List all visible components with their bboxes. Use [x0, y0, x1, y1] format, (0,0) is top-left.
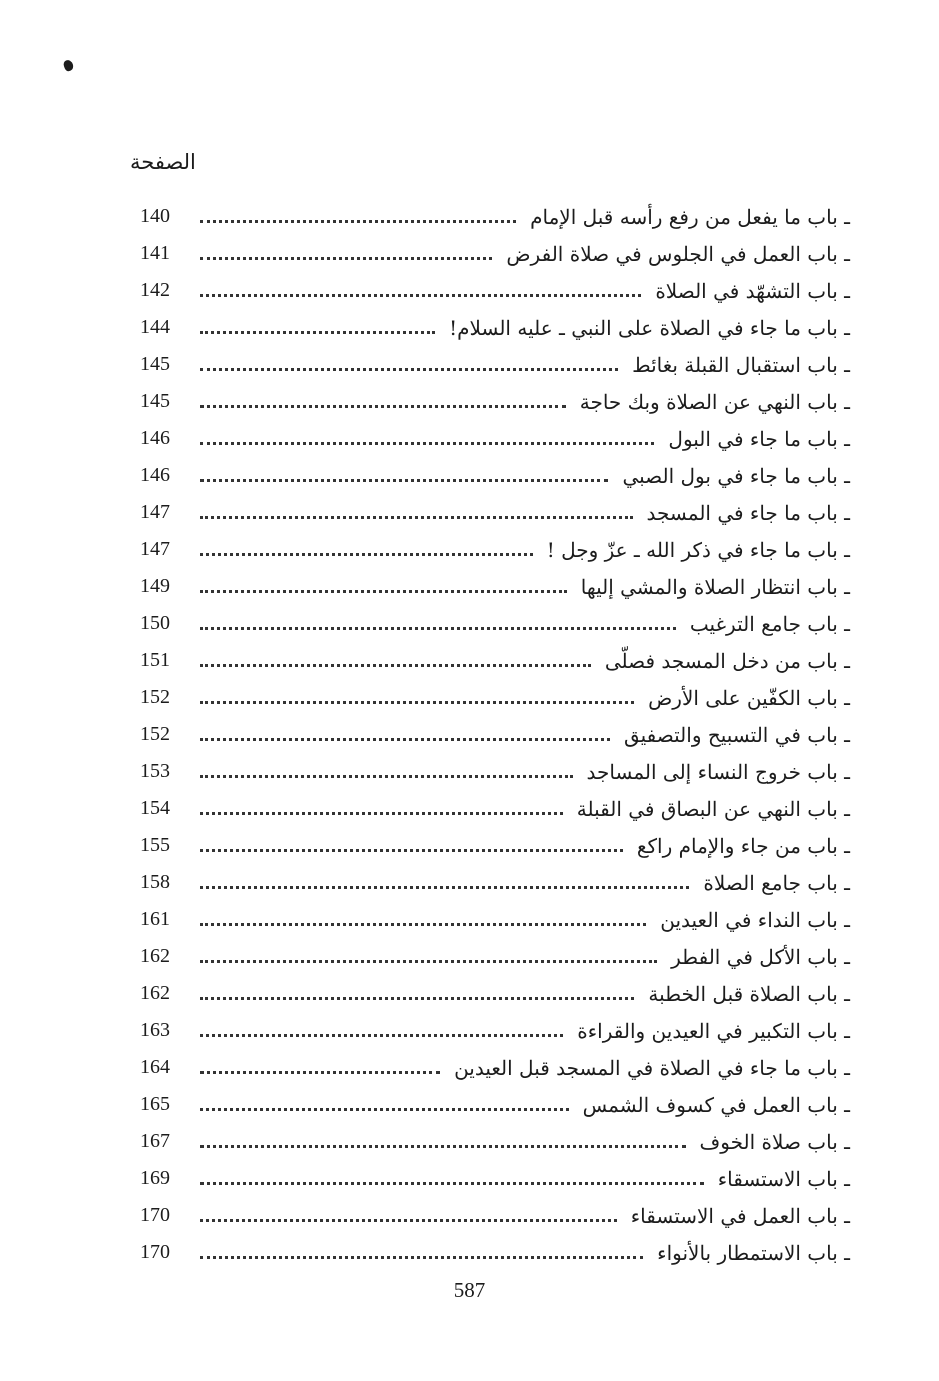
toc-entry-title: ـ باب ما يفعل من رفع رأسه قبل الإمام: [530, 204, 850, 229]
toc-entry-page: 169: [140, 1167, 170, 1189]
dot-leader: [200, 553, 533, 556]
dot-leader: [200, 442, 654, 445]
dot-leader: [200, 812, 563, 815]
toc-entry: [130, 1234, 850, 1271]
toc-entry: [130, 864, 850, 901]
toc-entry: [130, 1049, 850, 1086]
toc-entry-page: 165: [140, 1093, 170, 1115]
dot-leader: [200, 405, 566, 408]
toc-entry-page: 161: [140, 908, 170, 930]
toc-entry-title: ـ باب من جاء والإمام راكع: [636, 833, 850, 858]
toc-entry-title: ـ باب النهي عن الصلاة وبك حاجة: [579, 389, 850, 414]
toc-entry: [130, 457, 850, 494]
dot-leader: [200, 1145, 686, 1148]
toc-entry-page: 150: [140, 612, 170, 634]
dot-leader: [200, 627, 676, 630]
toc-entry: [130, 901, 850, 938]
toc-entry: [130, 716, 850, 753]
dot-leader: [200, 923, 646, 926]
toc-entry-page: 140: [140, 205, 170, 227]
toc-entry-page: 147: [140, 538, 170, 560]
toc-entry-title: ـ باب ما جاء في الصلاة في المسجد قبل العيدين: [454, 1055, 850, 1080]
toc-entry-page: 152: [140, 686, 170, 708]
dot-leader: [200, 701, 634, 704]
toc-entry-title: ـ باب الأكل في الفطر: [671, 944, 850, 969]
toc-entry-page: 164: [140, 1056, 170, 1078]
toc-entry: [130, 383, 850, 420]
toc-entry-page: 146: [140, 464, 170, 486]
dot-leader: [200, 1219, 617, 1222]
toc-entry: [130, 235, 850, 272]
toc-entry-page: 158: [140, 871, 170, 893]
toc-entry-page: 154: [140, 797, 170, 819]
toc-entry-page: 145: [140, 353, 170, 375]
toc-entry-page: 155: [140, 834, 170, 856]
dot-leader: [200, 1108, 569, 1111]
table-of-contents: [130, 198, 850, 1271]
toc-entry: [130, 272, 850, 309]
toc-entry-title: ـ باب جامع الترغيب: [689, 611, 850, 636]
toc-entry-title: ـ باب خروج النساء إلى المساجد: [586, 759, 850, 784]
toc-entry: [130, 753, 850, 790]
toc-entry-page: 162: [140, 982, 170, 1004]
dot-leader: [200, 1256, 643, 1259]
toc-entry-page: 170: [140, 1204, 170, 1226]
toc-entry-page: 163: [140, 1019, 170, 1041]
ink-blot: [62, 59, 74, 72]
toc-entry-title: ـ باب التكبير في العيدين والقراءة: [577, 1018, 850, 1043]
toc-entry: [130, 494, 850, 531]
toc-entry: [130, 309, 850, 346]
toc-entry-title: ـ باب جامع الصلاة: [703, 870, 850, 895]
dot-leader: [200, 516, 633, 519]
dot-leader: [200, 368, 618, 371]
toc-entry-page: 167: [140, 1130, 170, 1152]
toc-entry-page: 146: [140, 427, 170, 449]
toc-entry-page: 145: [140, 390, 170, 412]
dot-leader: [200, 886, 689, 889]
toc-entry-title: ـ باب الصلاة قبل الخطبة: [648, 981, 850, 1006]
toc-entry-title: ـ باب الكفّين على الأرض: [648, 685, 850, 710]
toc-entry-title: ـ باب العمل في كسوف الشمس: [582, 1092, 850, 1117]
toc-entry: [130, 827, 850, 864]
dot-leader: [200, 664, 591, 667]
toc-entry: [130, 1160, 850, 1197]
toc-entry-title: ـ باب استقبال القبلة بغائط: [632, 352, 850, 377]
toc-entry-page: 170: [140, 1241, 170, 1263]
toc-entry-page: 141: [140, 242, 170, 264]
toc-entry: [130, 790, 850, 827]
toc-entry: [130, 1197, 850, 1234]
toc-entry-title: ـ باب النداء في العيدين: [660, 907, 850, 932]
toc-entry-page: 147: [140, 501, 170, 523]
toc-entry-title: ـ باب انتظار الصلاة والمشي إليها: [580, 574, 850, 599]
toc-entry-page: 149: [140, 575, 170, 597]
toc-entry-page: 144: [140, 316, 170, 338]
toc-entry: [130, 346, 850, 383]
toc-entry-title: ـ باب ما جاء في الصلاة على النبي ـ عليه السلام!: [449, 315, 850, 340]
toc-entry-title: ـ باب من دخل المسجد فصلّى: [604, 648, 850, 673]
toc-entry: [130, 642, 850, 679]
dot-leader: [200, 220, 516, 223]
toc-entry-page: 153: [140, 760, 170, 782]
dot-leader: [200, 997, 634, 1000]
dot-leader: [200, 479, 608, 482]
page-number: 587: [453, 1278, 486, 1302]
toc-entry: [130, 975, 850, 1012]
dot-leader: [200, 849, 623, 852]
dot-leader: [200, 294, 641, 297]
dot-leader: [200, 257, 492, 260]
toc-entry: [130, 1012, 850, 1049]
toc-entry-page: 162: [140, 945, 170, 967]
toc-entry: [130, 568, 850, 605]
toc-entry-title: ـ باب في التسبيح والتصفيق: [623, 722, 850, 747]
toc-entry-title: ـ باب الاستمطار بالأنواء: [657, 1240, 850, 1265]
toc-entry-title: ـ باب العمل في الجلوس في صلاة الفرض: [506, 241, 850, 266]
toc-entry-title: ـ باب ما جاء في ذكر الله ـ عزّ وجل !: [546, 537, 850, 562]
toc-entry-title: ـ باب ما جاء في البول: [668, 426, 850, 451]
toc-entry-title: ـ باب العمل في الاستسقاء: [630, 1203, 850, 1228]
dot-leader: [200, 331, 435, 334]
dot-leader: [200, 738, 610, 741]
toc-entry-page: 142: [140, 279, 170, 301]
dot-leader: [200, 590, 567, 593]
toc-entry: [130, 605, 850, 642]
toc-entry: [130, 1086, 850, 1123]
toc-entry: [130, 198, 850, 235]
toc-entry: [130, 420, 850, 457]
toc-entry-title: ـ باب النهي عن البصاق في القبلة: [576, 796, 850, 821]
toc-entry-title: ـ باب صلاة الخوف: [699, 1129, 850, 1154]
toc-entry-page: 151: [140, 649, 170, 671]
toc-entry-title: ـ باب ما جاء في بول الصبي: [622, 463, 850, 488]
dot-leader: [200, 960, 657, 963]
dot-leader: [200, 1034, 563, 1037]
toc-entry: [130, 679, 850, 716]
dot-leader: [200, 1071, 440, 1074]
toc-entry-title: ـ باب ما جاء في المسجد: [646, 500, 850, 525]
toc-entry: [130, 1123, 850, 1160]
toc-entry: [130, 938, 850, 975]
dot-leader: [200, 1182, 704, 1185]
toc-entry-title: ـ باب الاستسقاء: [717, 1166, 850, 1191]
toc-entry-page: 152: [140, 723, 170, 745]
toc-entry-title: ـ باب التشهّد في الصلاة: [655, 278, 850, 303]
dot-leader: [200, 775, 573, 778]
page-column-header: الصفحة: [130, 150, 196, 174]
toc-entry: [130, 531, 850, 568]
